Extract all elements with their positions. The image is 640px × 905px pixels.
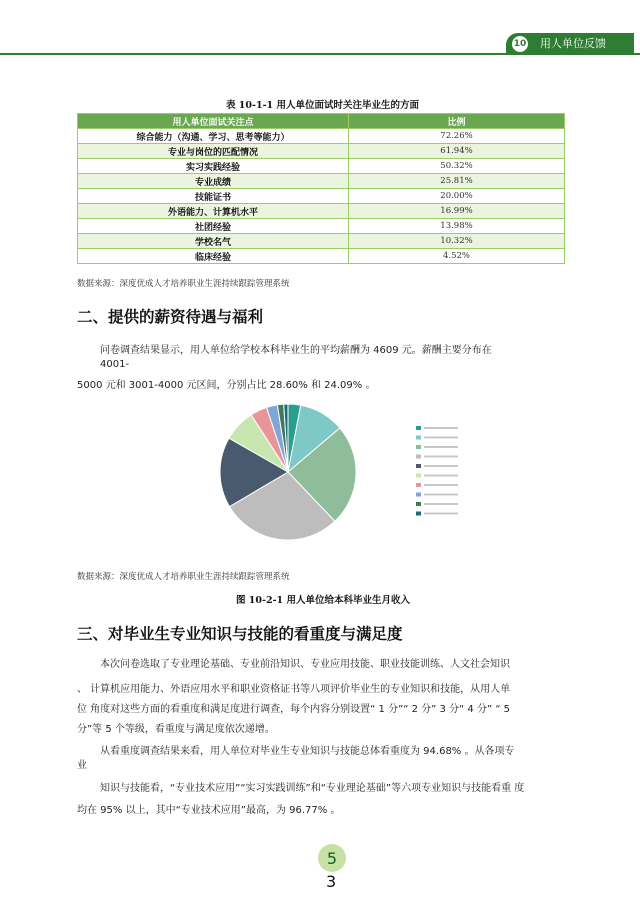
table-header-row [78,114,565,129]
table-row [78,144,565,159]
focus-percent: 13.98% [349,219,565,234]
paragraph-line: 分”等 5 个等级，看重度与满足度依次递增。 [77,724,275,735]
table-row [78,249,565,264]
legend-label-placeholder [424,427,458,429]
paragraph-line: 、 计算机应用能力、外语应用水平和职业资格证书等八项评价毕业生的专业知识和技能，从用人单 [77,684,511,695]
focus-percent: 25.81% [349,174,565,189]
legend-swatch [416,445,421,449]
table-row [78,129,565,144]
column-header: 比例 [349,114,565,129]
legend-swatch [416,483,421,487]
legend-swatch [416,436,421,440]
focus-table [77,113,565,264]
section-heading: 三、对毕业生专业知识与技能的看重度与满足度 [77,624,403,643]
table-row [78,234,565,249]
page-number-badge: 5 [318,844,346,872]
salary-pie-chart [150,388,490,558]
chapter-tab [506,33,634,55]
legend-label-placeholder [424,475,458,477]
table-row [78,189,565,204]
legend-label-placeholder [424,437,458,439]
focus-item: 综合能力（沟通、学习、思考等能力） [78,129,349,144]
table-row [78,174,565,189]
table-row [78,219,565,234]
legend-swatch [416,493,421,497]
data-source-note: 数据来源：深度优成人才培养职业生涯持续跟踪管理系统 [77,279,290,289]
focus-item: 临床经验 [78,249,349,264]
paragraph-line: 问卷调查结果显示，用人单位给学校本科毕业生的平均薪酬为 4609 元。薪酬主要分布在 [100,345,492,356]
table-caption: 表 10-1-1 用人单位面试时关注毕业生的方面 [226,100,419,111]
legend-swatch [416,512,421,516]
paragraph-line: 4001- [100,359,130,370]
legend-label-placeholder [424,484,458,486]
focus-item: 专业成绩 [78,174,349,189]
legend-label-placeholder [424,494,458,496]
focus-percent: 72.26% [349,129,565,144]
legend-swatch [416,464,421,468]
legend-swatch [416,426,421,430]
figure-caption: 图 10-2-1 用人单位给本科毕业生月收入 [236,595,410,606]
focus-percent: 16.99% [349,204,565,219]
focus-percent: 10.32% [349,234,565,249]
legend-label-placeholder [424,465,458,467]
legend-label-placeholder [424,503,458,505]
paragraph-line: 本次问卷选取了专业理论基础、专业前沿知识、专业应用技能、职业技能训练、人文社会知识 [100,659,510,670]
page-number-digit: 3 [326,872,337,891]
focus-item: 专业与岗位的匹配情况 [78,144,349,159]
chapter-number: 10 [512,36,528,52]
focus-item: 外语能力、计算机水平 [78,204,349,219]
paragraph-line: 位 角度对这些方面的看重度和满足度进行调查，每个内容分别设置“ 1 分”“ 2 分” 3 分“ 4 分” “ 5 [77,704,511,715]
focus-item: 学校名气 [78,234,349,249]
legend-label-placeholder [424,513,458,515]
pie-slices [220,404,356,540]
focus-percent: 50.32% [349,159,565,174]
chart-legend [416,426,458,516]
legend-label-placeholder [424,446,458,448]
focus-item: 技能证书 [78,189,349,204]
column-header: 用人单位面试关注点 [78,114,349,129]
data-source-note: 数据来源：深度优成人才培养职业生涯持续跟踪管理系统 [77,572,290,582]
focus-item: 社团经验 [78,219,349,234]
legend-swatch [416,474,421,478]
legend-label-placeholder [424,456,458,458]
chapter-title: 用人单位反馈 [540,37,606,50]
paragraph-line: 5000 元和 3001-4000 元区间，分别占比 28.60% 和 24.09% 。 [77,380,376,391]
paragraph-line: 业 [77,760,87,771]
focus-percent: 20.00% [349,189,565,204]
table-row [78,204,565,219]
table-row [78,159,565,174]
focus-percent: 4.52% [349,249,565,264]
legend-swatch [416,455,421,459]
paragraph-line: 知识与技能看，“专业技术应用”“实习实践训练”和“专业理论基础”等六项专业知识与技能看重 度 [100,783,525,794]
legend-swatch [416,502,421,506]
paragraph-line: 从看重度调查结果来看，用人单位对毕业生专业知识与技能总体看重度为 94.68% 。从各项专 [100,746,515,757]
paragraph-line: 均在 95% 以上，其中“专业技术应用”最高，为 96.77% 。 [77,805,341,816]
focus-item: 实习实践经验 [78,159,349,174]
section-heading: 二、提供的薪资待遇与福利 [77,307,264,326]
focus-percent: 61.94% [349,144,565,159]
